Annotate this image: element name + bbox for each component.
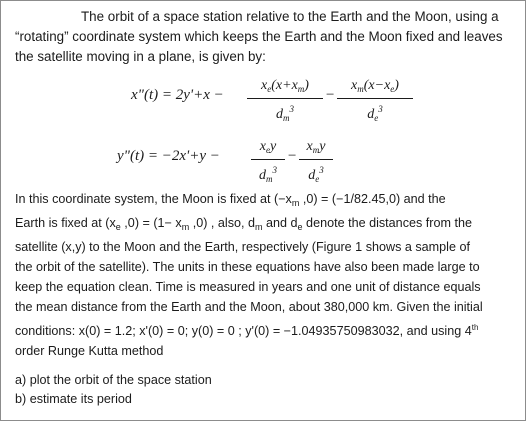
description-paragraph <box>15 189 519 361</box>
body-line-2-text-a: Earth is fixed at (x <box>15 216 116 231</box>
subscript: m <box>255 222 263 233</box>
body-line-5: keep the equation clean. Time is measured in years and one unit of distance equals <box>15 280 481 295</box>
intro-line-1: The orbit of a space station relative to the Earth and the Moon, using a <box>81 9 499 24</box>
intro-paragraph <box>15 7 515 67</box>
superscript: th <box>471 322 479 332</box>
body-line-2-text-d: and d <box>262 216 298 231</box>
body-line-7-text: conditions: x(0) = 1.2; x'(0) = 0; y(0) = 0 ; y'(0) = −1.04935750983032, and using 4 <box>15 323 472 338</box>
task-b: b) estimate its period <box>15 392 132 406</box>
equation-x-fraction-2 <box>337 78 413 126</box>
subscript: m <box>181 222 190 233</box>
equation-x-fraction-1-denominator: $d_m^3$ <box>276 104 294 123</box>
body-line-8: order Runge Kutta method <box>15 343 164 358</box>
subscript: e <box>297 222 303 233</box>
equation-x-fraction-1-numerator: $x_e(x+x_m)$ <box>261 78 309 94</box>
equation-x-fraction-2-numerator: $x_m(x-x_e)$ <box>351 78 399 94</box>
body-line-2-text-e: denote the distances from the <box>302 216 472 231</box>
fraction-bar <box>251 159 285 160</box>
equation-x-fraction-2-denominator: $d_e^3$ <box>367 104 383 123</box>
equation-x <box>131 79 431 123</box>
intro-line-3: the satellite moving in a plane, is given by: <box>15 49 266 64</box>
body-line-1 <box>15 189 519 213</box>
fraction-bar <box>299 159 333 160</box>
body-line-2-text-c: ,0) , also, d <box>189 216 256 231</box>
body-line-2 <box>15 213 519 237</box>
body-line-2-text-b: ,0) = (1− x <box>120 216 182 231</box>
task-a: a) plot the orbit of the space station <box>15 373 212 387</box>
equation-y-fraction-2-denominator: $d_e^3$ <box>308 165 324 184</box>
equation-y-fraction-2 <box>299 139 333 187</box>
body-line-3: satellite (x,y) to the Moon and the Earth, respectively (Figure 1 shows a sample of <box>15 240 470 255</box>
body-line-6: the mean distance from the Earth and the Moon, about 380,000 km. Given the initial <box>15 300 483 315</box>
subscript: e <box>115 222 121 233</box>
equation-y-minus: − <box>287 148 298 164</box>
equation-x-fraction-1 <box>247 78 323 126</box>
equation-y-fraction-2-numerator: $x_my$ <box>306 139 326 155</box>
fraction-bar <box>337 98 413 99</box>
task-list <box>15 371 212 409</box>
equation-y-fraction-1-denominator: $d_m^3$ <box>259 165 277 184</box>
fraction-bar <box>247 98 323 99</box>
equation-y-fraction-1-numerator: $x_ey$ <box>259 139 277 155</box>
equation-y-fraction-1 <box>251 139 285 187</box>
equation-x-lhs: x"(t) = 2y'+x − <box>131 87 224 103</box>
body-line-1-text-a: In this coordinate system, the Moon is fixed at (−x <box>15 192 292 206</box>
equation-x-minus: − <box>325 87 336 103</box>
equation-y-lhs: y"(t) = −2x'+y − <box>117 148 220 164</box>
body-line-4: the orbit of the satellite). The units in these equations have also been made large to <box>15 260 480 275</box>
body-line-7 <box>15 318 519 341</box>
equation-y <box>117 140 377 184</box>
intro-line-2: “rotating” coordinate system which keeps the Earth and the Moon fixed and leaves <box>15 29 503 44</box>
subscript: m <box>291 198 300 208</box>
body-line-1-text-b: ,0) = (−1/82.45,0) and the <box>299 192 446 206</box>
